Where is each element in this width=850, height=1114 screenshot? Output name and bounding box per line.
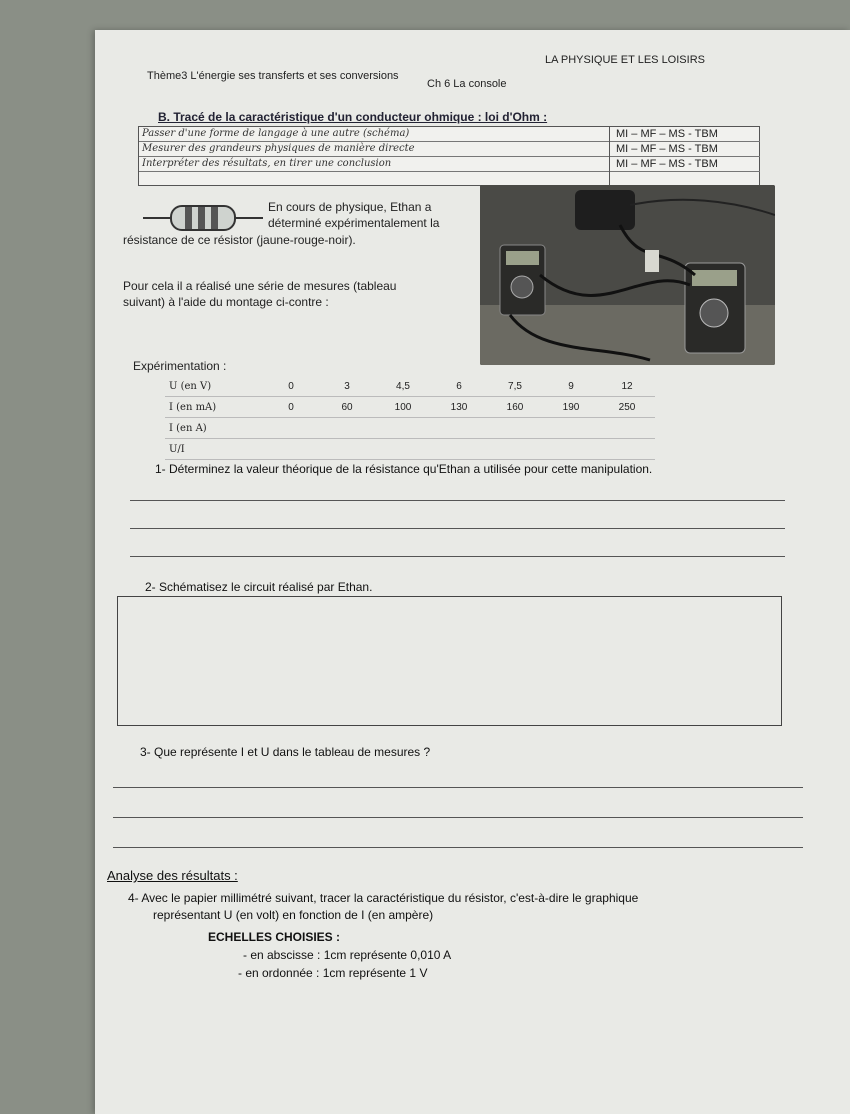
intro-line: déterminé expérimentalement la: [268, 216, 440, 230]
table-cell: [543, 439, 599, 460]
skill-label: Passer d'une forme de langage à une autre (schéma): [139, 127, 609, 142]
table-cell: 250: [599, 397, 655, 418]
table-cell: 7,5: [487, 376, 543, 397]
setup-photo: [480, 185, 775, 365]
resistor-icon: [143, 202, 263, 234]
skill-level: MI – MF – MS - TBM: [610, 127, 760, 142]
answer-line: [130, 528, 785, 529]
answer-line: [113, 847, 803, 848]
row-label: I (en mA): [165, 397, 263, 418]
section-title: B. Tracé de la caractéristique d'un conducteur ohmique : loi d'Ohm :: [158, 110, 548, 124]
intro-line: En cours de physique, Ethan a: [268, 200, 432, 214]
intro-line: résistance de ce résistor (jaune-rouge-noir).: [123, 233, 356, 247]
generator-icon: [575, 190, 635, 230]
answer-line: [130, 500, 785, 501]
question-1: 1- Déterminez la valeur théorique de la résistance qu'Ethan a utilisée pour cette manipulation.: [155, 462, 653, 476]
table-cell: 12: [599, 376, 655, 397]
table-cell: [487, 439, 543, 460]
table-cell: [319, 439, 375, 460]
intro-line: Pour cela il a réalisé une série de mesures (tableau: [123, 279, 397, 293]
question-2: 2- Schématisez le circuit réalisé par Ethan.: [145, 580, 373, 594]
table-cell: 190: [543, 397, 599, 418]
header-theme: Thème3 L'énergie ses transferts et ses conversions: [147, 70, 399, 82]
table-cell: 130: [431, 397, 487, 418]
table-cell: 0: [263, 397, 319, 418]
analysis-title: Analyse des résultats :: [107, 868, 238, 883]
table-cell: [599, 439, 655, 460]
scales-title: ECHELLES CHOISIES :: [208, 930, 341, 944]
question-4: 4- Avec le papier millimétré suivant, tracer la caractéristique du résistor, c'est-à-dire le graphique: [128, 891, 639, 905]
header-brand: LA PHYSIQUE ET LES LOISIRS: [545, 54, 705, 66]
table-cell: [319, 418, 375, 439]
scale-y: - en ordonnée : 1cm représente 1 V: [238, 966, 428, 980]
question-3: 3- Que représente I et U dans le tableau de mesures ?: [140, 745, 431, 759]
header-chapter: Ch 6 La console: [427, 78, 507, 90]
table-cell: [375, 418, 431, 439]
skill-label: Interpréter des résultats, en tirer une conclusion: [139, 157, 609, 172]
skills-table: [138, 126, 760, 186]
worksheet-page: [95, 30, 850, 1114]
question-4-continued: représentant U (en volt) en fonction de I (en ampère): [153, 908, 434, 922]
measurement-table: [165, 376, 655, 460]
table-cell: 60: [319, 397, 375, 418]
intro-line: suivant) à l'aide du montage ci-contre :: [123, 295, 329, 309]
table-cell: [599, 418, 655, 439]
table-cell: 0: [263, 376, 319, 397]
row-label: U (en V): [165, 376, 263, 397]
table-cell: [431, 418, 487, 439]
table-row: [165, 397, 655, 418]
experimentation-label: Expérimentation :: [133, 359, 227, 373]
table-row: [165, 439, 655, 460]
table-cell: 160: [487, 397, 543, 418]
table-cell: 100: [375, 397, 431, 418]
row-label: I (en A): [165, 418, 263, 439]
answer-line: [113, 787, 803, 788]
table-row: [165, 418, 655, 439]
table-cell: [543, 418, 599, 439]
table-cell: [431, 439, 487, 460]
skill-label: Mesurer des grandeurs physiques de manière directe: [139, 142, 609, 157]
table-cell: [263, 418, 319, 439]
table-cell: [375, 439, 431, 460]
table-cell: 6: [431, 376, 487, 397]
table-cell: 4,5: [375, 376, 431, 397]
scale-x: - en abscisse : 1cm représente 0,010 A: [243, 948, 452, 962]
table-cell: [263, 439, 319, 460]
answer-line: [130, 556, 785, 557]
table-cell: 9: [543, 376, 599, 397]
row-label: U/I: [165, 439, 263, 460]
table-cell: [487, 418, 543, 439]
table-row: [165, 376, 655, 397]
skill-level: MI – MF – MS - TBM: [610, 142, 760, 157]
table-cell: 3: [319, 376, 375, 397]
skill-level: MI – MF – MS - TBM: [610, 157, 760, 172]
schema-box: [117, 596, 782, 726]
answer-line: [113, 817, 803, 818]
